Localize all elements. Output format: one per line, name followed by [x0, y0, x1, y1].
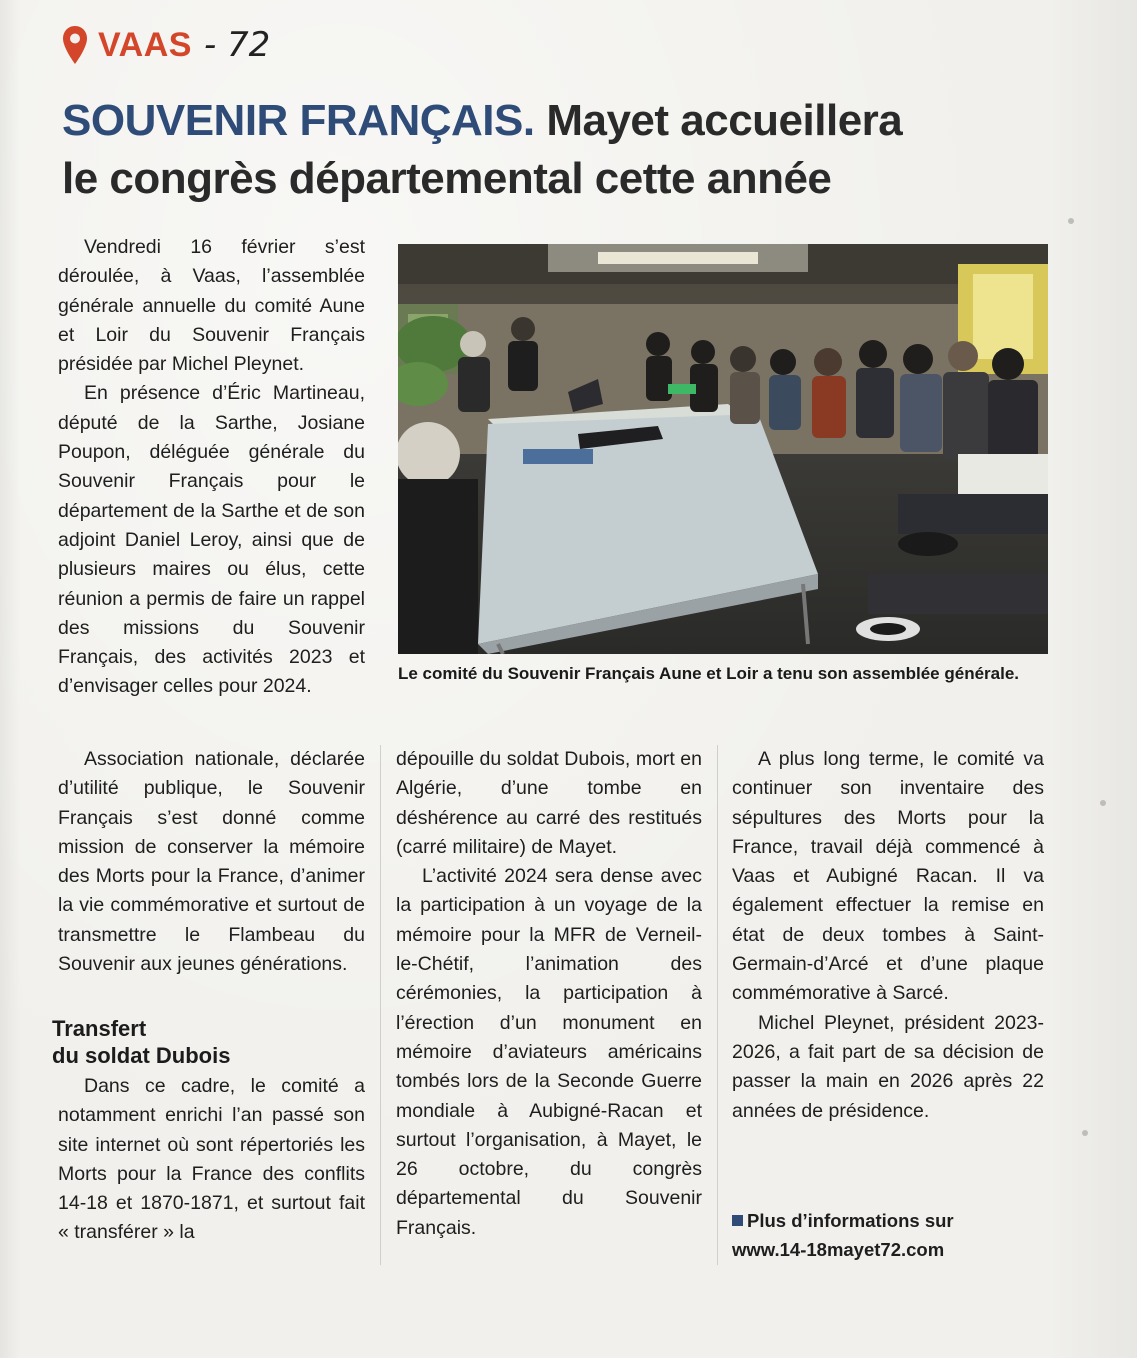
- meeting-photo-illustration: [398, 244, 1048, 654]
- handwritten-note: - 72: [203, 25, 271, 65]
- column-divider: [717, 745, 718, 1265]
- website-link[interactable]: www.14-18mayet72.com: [732, 1239, 945, 1260]
- photo-caption: Le comité du Souvenir Français Aune et Loir a tenu son assemblée générale.: [398, 664, 1019, 683]
- column-divider: [380, 745, 381, 1265]
- column-1-bottom: [58, 745, 365, 979]
- paragraph: Dans ce cadre, le comité a notamment enrichi l’an passé son site internet où sont répertoriés les Morts pour la France des conflits 14-18 et 1870-1871, et surtout fait « transférer » la: [58, 1075, 365, 1244]
- location-pin-icon: [62, 25, 88, 65]
- location-tag: [62, 20, 270, 70]
- location-name: VAAS: [98, 25, 192, 64]
- scan-mark: [1068, 218, 1074, 224]
- column-1-after-subhead: [58, 1072, 365, 1248]
- article-photo: [398, 244, 1048, 654]
- subheading: [52, 1015, 362, 1069]
- more-info-text: Plus d’informations sur: [747, 1210, 954, 1231]
- headline-line-1: [62, 92, 1062, 150]
- scan-mark: [1082, 1130, 1088, 1136]
- subheading-line-2: du soldat Dubois: [52, 1043, 231, 1068]
- column-1-top: [58, 233, 365, 702]
- paragraph: A plus long terme, le comité va continuer son inventaire des sépultures des Morts pour la France, travail déjà commencé à Vaas et Aubigné Racan. Il va également effectuer la remise en état de deux tombes à Saint-Germain-d’Arcé et d’une plaque commémorative à Sarcé.: [732, 748, 1044, 1005]
- scan-mark: [1100, 800, 1106, 806]
- paragraph: En présence d’Éric Martineau, député de la Sarthe, Josiane Poupon, déléguée générale du Souvenir Français pour le département de la Sarthe et de son adjoint Daniel Leroy, ainsi que de plusieurs maires ou élus, cette réunion a permis de faire un rappel des missions du Souvenir Français, des activités 2023 et d’envisager celles pour 2024.: [58, 382, 365, 698]
- paragraph: Association nationale, déclarée d’utilité publique, le Souvenir Français s’est donné comme mission de conserver la mémoire des Morts pour la France, d’animer la vie commémorative et surtout de transmettre le Flambeau du Souvenir aux jeunes générations.: [58, 748, 365, 976]
- paragraph: L’activité 2024 sera dense avec la participation à un voyage de la mémoire pour la MFR de Verneil-le-Chétif, l’animation des cérémonies, la participation à l’érection d’un monument en mémoire d’aviateurs américains tombés lors de la Seconde Guerre mondiale à Aubigné-Racan et surtout l’organisation, à Mayet, le 26 octobre, du congrès départemental du Souvenir Français.: [396, 865, 702, 1239]
- paragraph: dépouille du soldat Dubois, mort en Algérie, d’une tombe en déshérence au carré des restitués (carré militaire) de Mayet.: [396, 748, 702, 858]
- paragraph: Michel Pleynet, président 2023-2026, a fait part de sa décision de passer la main en 2026 après 22 années de présidence.: [732, 1011, 1044, 1122]
- more-info-line-1: [732, 1206, 1052, 1235]
- headline-kicker: SOUVENIR FRANÇAIS.: [62, 96, 535, 145]
- subheading-line-1: Transfert: [52, 1016, 147, 1041]
- headline-main-1: Mayet accueillera: [546, 96, 903, 145]
- headline-line-2: le congrès départemental cette année: [62, 154, 832, 203]
- square-bullet-icon: [732, 1215, 743, 1226]
- more-info: [732, 1206, 1052, 1264]
- paragraph: Vendredi 16 février s’est déroulée, à Vaas, l’assemblée générale annuelle du comité Aune et Loir du Souvenir Français présidée par Michel Pleynet.: [58, 236, 365, 376]
- scan-shadow-left: [0, 0, 20, 1358]
- column-2: [396, 745, 702, 1243]
- headline: [62, 92, 1062, 208]
- column-3: [732, 745, 1044, 1126]
